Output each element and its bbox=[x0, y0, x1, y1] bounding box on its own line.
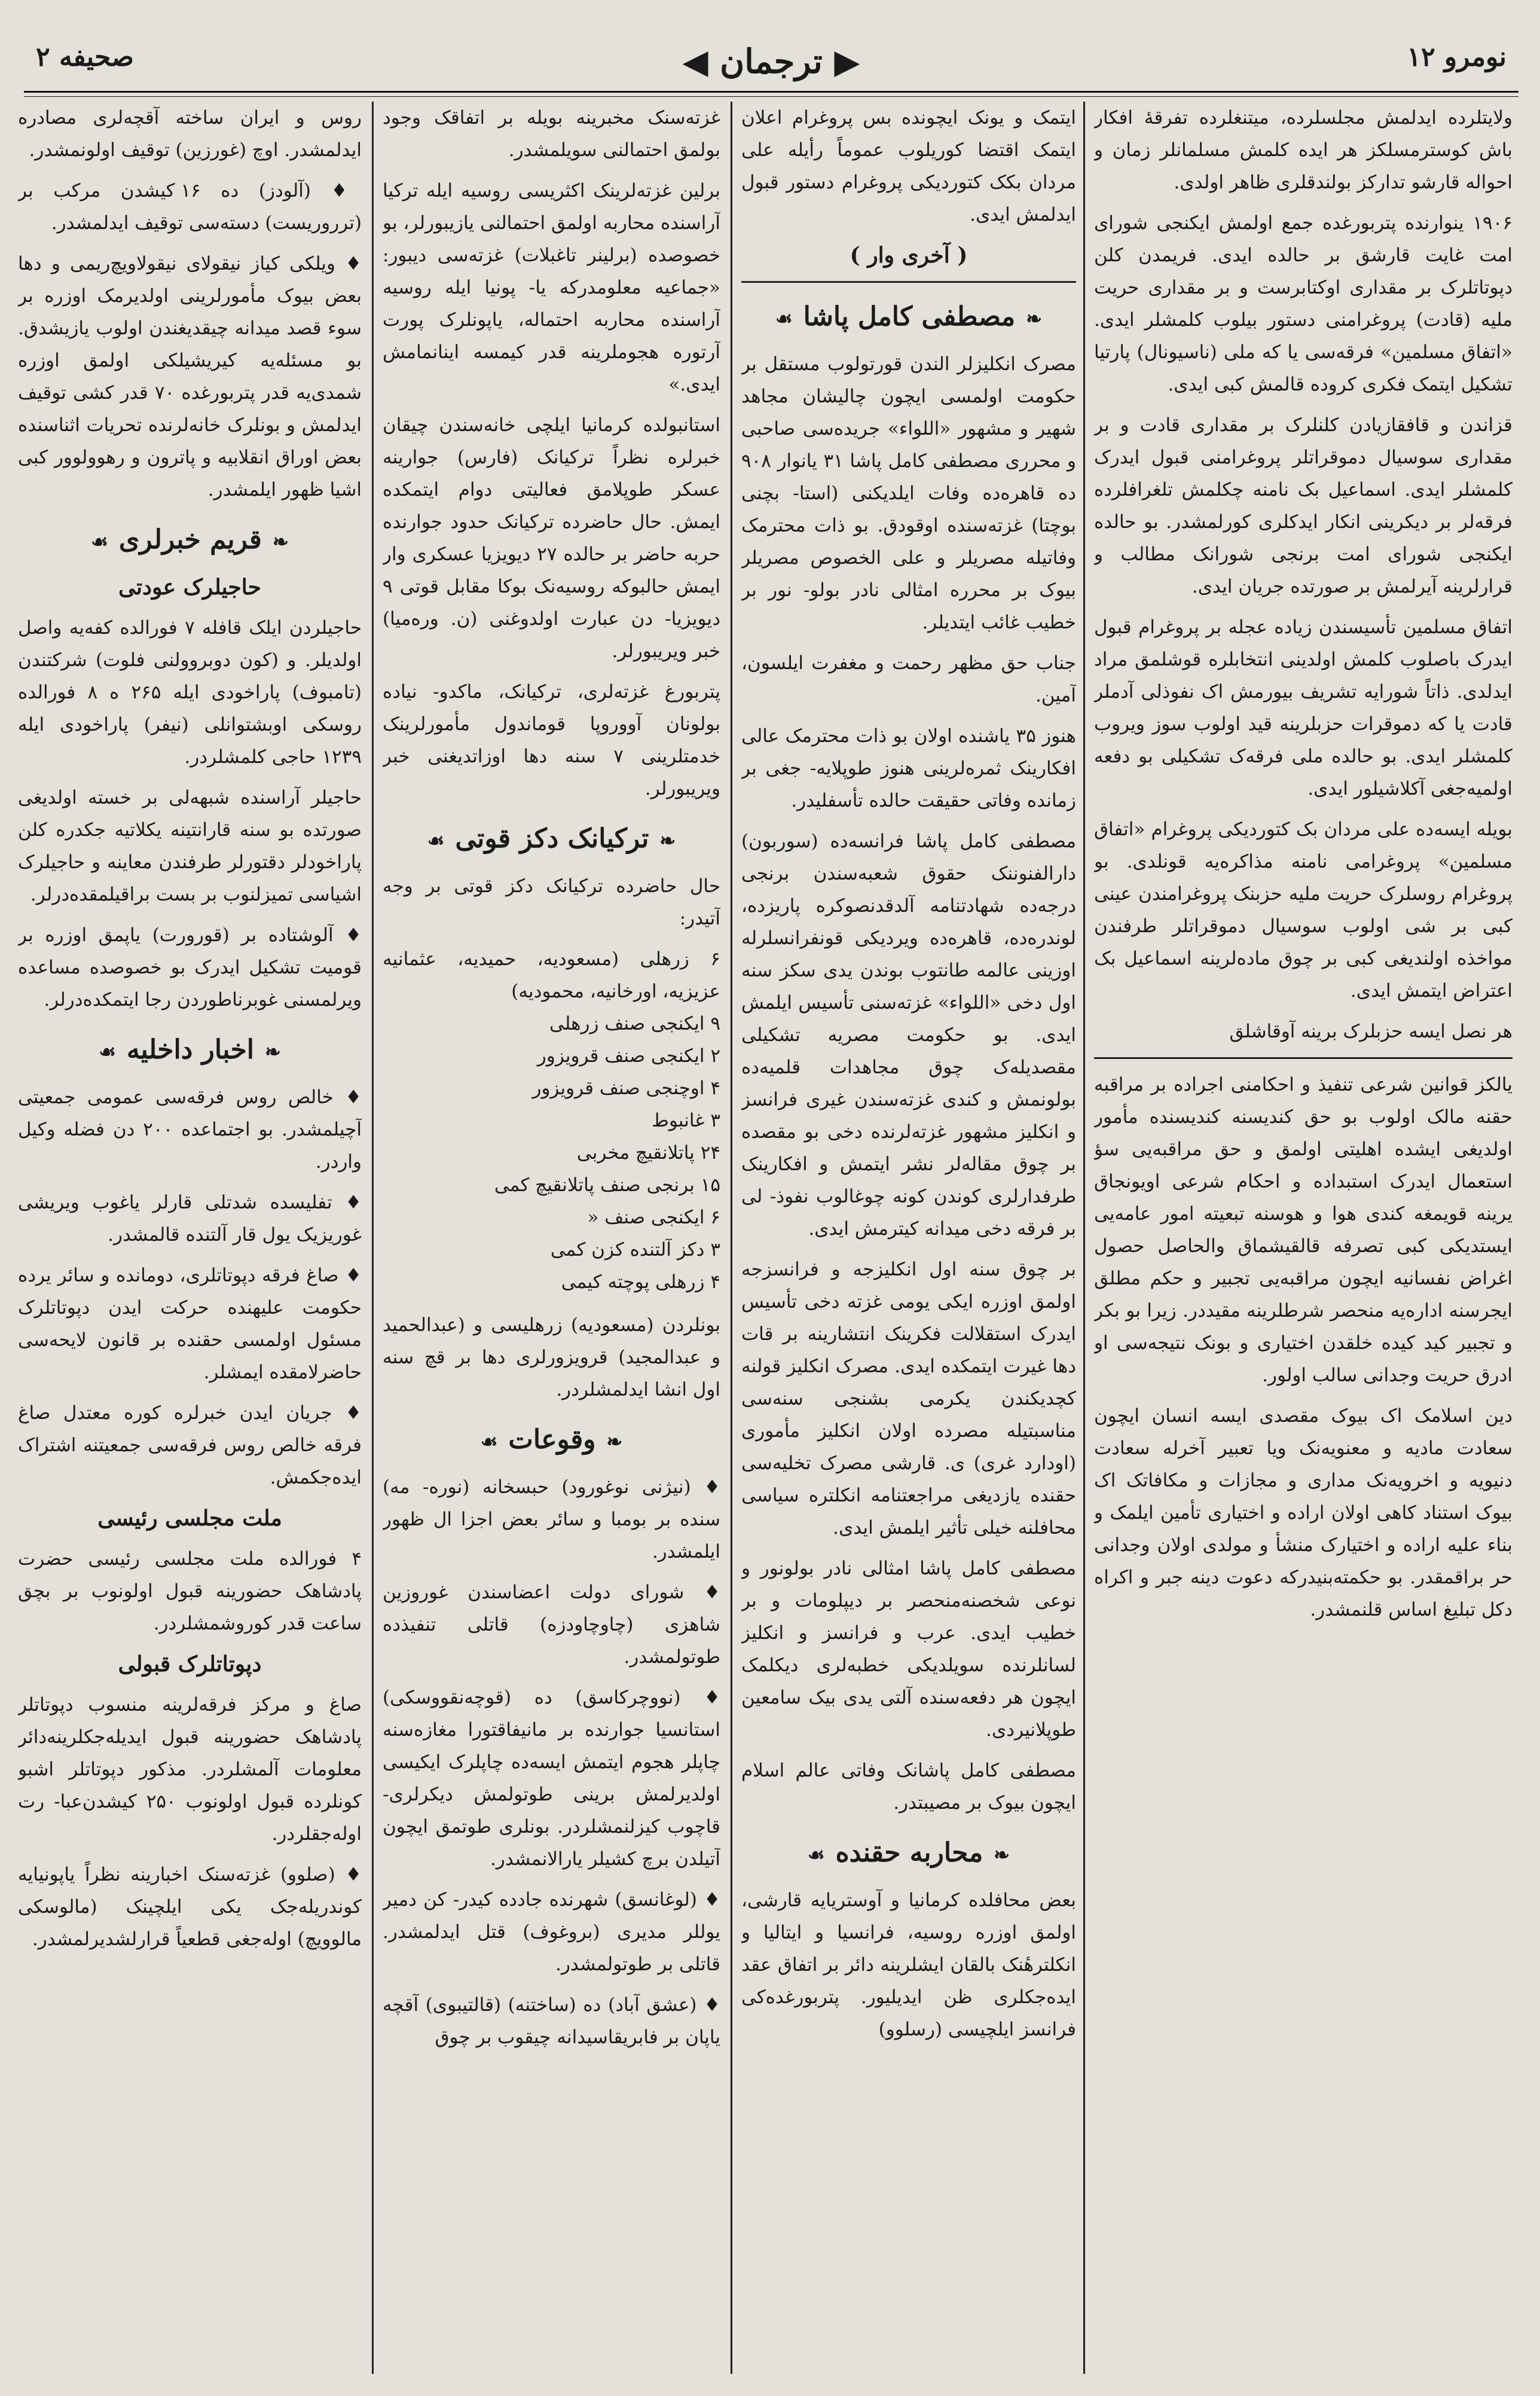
col2-paragraph-2: مصرک انکلیزلر الندن قورتولوب مستقل بر حکومت اولمسی ایچون چالیشان مجاهد شهیر و مشهور «اللواء» جریده‌سی صاحبی و محرری مصطفی کامل پاشا ۳۱ یانوار ۹۰۸ ده قاهره‌ده وفات ایلدیکنی (استا- بچنی بوچتا) غزته‌سنده اوقودق. بو ذات محترمک وفاتیله مصریلر و علی الخصوص مصریلر بیوک بر محرره امثالی نادر بولو- نور بر خطیب غائب ایتدیلر. bbox=[741, 353, 1076, 633]
to-be-continued: ( آخری وار ) bbox=[850, 243, 968, 268]
section-divider bbox=[1094, 1057, 1512, 1059]
subheading-duma-president: ملت مجلسی رئیسی bbox=[97, 1506, 282, 1531]
col3-paragraph-10: ♦ (لوغانسق) شهرنده جادده کیدر- کن دمیر یوللر مدیری (بروغوف) قتل ایدلمشدر. قاتلی بر طوتولمشدر. bbox=[383, 1889, 720, 1975]
heading-crimea-news: ❧قریم خبرلری☙ bbox=[91, 524, 289, 555]
ornament-icon: ☙ bbox=[480, 1430, 498, 1453]
col3-paragraph-2: برلین غزته‌لرینک اکثریسی روسیه ایله ترکیا آراسنده محاربه اولمق احتمالنی یازیبورلر، بو خصوصده (برلینر تاغبلات) غزته‌سی دیبور: «جماعیه معلومدرکه یا- پونیا ایله روسیه آراسنده محاربه احتماله، یاپونلرک پورت آرتوره هجوملرینه قدر کیمسه اینانمامش ایدی.» bbox=[383, 180, 720, 395]
col1-paragraph-7: یالکز قوانین شرعی تنفیذ و احکامنی اجراده بر مراقبه حقنه مالک اولوب بو حق کندیسنه کندیسنده مأمور اولدیغی ایشده اهلیتی اولمق و حق مراقبه‌یی سؤ استعمال ایدرک استبداده و احکام شرعی اویونجاق یرینه قویمغه کندی هوا و هوسنه تبعیته امور عامه‌یی ایستدیکی کبی تصرفه قالقیشماق والحاصل حصول اغراض نفسانیه ایچون مراقبه‌یی تجبیر و حکم مطلق ایجرسنه اداره‌یه منحصر شرطلرینه مقیددر. زیرا بو بکر و تجبیر کید کیده خلقدن اختیاری و بونک نتیجه‌سی او ادرق حریت وجدانی سالب اولور. bbox=[1094, 1074, 1512, 1386]
col3-paragraph-11: ♦ (عشق آباد) ده (ساختنه) (قالتیبوی) آقچه یاپان بر فابریقاسیدانه چیقوب بر چوق bbox=[383, 1994, 720, 2048]
col1-paragraph-6: هر نصل ایسه حزبلرک برینه آوقاشلق bbox=[1229, 1021, 1512, 1042]
ornament-icon: ❧ bbox=[1026, 307, 1043, 330]
col1-paragraph-1: ولایتلرده ایدلمش مجلسلرده، میتنغلرده تفرقهٔ افکار باش کوسترمسلکز هر ایده کلمش مسلمانلر زمان و احواله قارشو تدارکز بولندقلری ظاهر اولدی. bbox=[1094, 107, 1512, 193]
list-item: ۲۴ پاتلانقیچ مخربی bbox=[576, 1142, 720, 1164]
title-text: ترجمان bbox=[720, 42, 823, 81]
col4-paragraph-2: ♦ (آلودز) ده ۱۶ کیشدن مرکب بر (ترروریست) دسته‌سی توقیف ایدلمشدر. bbox=[18, 180, 362, 234]
list-item: ۹ ایکنجی صنف زرهلی bbox=[549, 1013, 720, 1034]
col4-paragraph-8: ♦ تفلیسده شدتلی قارلر یاغوب ویریشی غوریزیک یول قار آلتنده قالمشدر. bbox=[18, 1192, 362, 1246]
col4-paragraph-1: روس و ایران ساخته آقچه‌لری مصادره ایدلمشدر. اوچ (غورزین) توقیف اولونمشدر. bbox=[18, 107, 362, 161]
heading-war: ❧محاربه حقنده☙ bbox=[807, 1838, 1010, 1868]
issue-number: نومرو ۱۲ bbox=[1407, 42, 1507, 72]
col1-paragraph-8: دین اسلامک اک بیوک مقصدی ایسه انسان ایچون سعادت مادیه و معنویه‌نک ویا تعبیر آخرله سعادت دنیویه و اخرویه‌نک مداری و مجازات و مکافاتک اک بیوک استناد کاهی اولان اراده و اختیاری تأمین ایلمک و بناء علیه اراده و اختیارک منشأ و مولدی اولان وجدانی حر براقمقدر. بو حکمته‌بنیدرکه دعوت دینه جبر و اکراه دکل تبلیغ اساس قلنمشدر. bbox=[1094, 1405, 1512, 1620]
list-item: ۱۵ برنجی صنف پاتلانقیچ کمی bbox=[494, 1174, 720, 1196]
list-item: ۴ اوچنجی صنف قرویزور bbox=[532, 1078, 720, 1099]
section-divider bbox=[741, 281, 1076, 283]
col2-paragraph-5: مصطفی کامل پاشا فرانسه‌ده (سوربون) دارالفنوننک حقوق شعبه‌سندن برنجی درجه‌ده شهادتنامه آلدقدنصوکره پاریزده، لوندره‌ده، قاهره‌ده ویردیکی قونفرانسلرله اوزینی عالمه طانتوب بوندن یدی سکز سنه اول دخی «اللواء» غزته‌سنی تأسیس ایلمش ایدی. بو حکومت مصریه تشکیلی مقصدیله‌ک چوق مجاهدات قلمیه‌ده بولونمش و کندی غزته‌سندن غیری فرانسز و انکلیز مشهور غزته‌لرنده دخی بو مقصده بر چوق مقاله‌لر نشر ایتمش و افکارینک طرفدارلری کوندن کونه چوغالوب نفوذ- لی بر فرقه دخی میدانه کیترمش ایدی. bbox=[741, 831, 1076, 1240]
col1-paragraph-3: قزاندن و قافقازیادن کلنلرک بر مقداری قادت و بر مقداری سوسیال دموقراتلر پروغرامنی قبول ایدرک کلمشلر ایدی. اسماعیل بک نامنه چکلمش تلغرافلرده فرقه‌لر بر دیکرینی انکار ایدکلری کورلمشدر. بو حالده ایکنجی شورای امت برنجی شورانک مطالب و قرارلرینه آیرلمش بر صورتده جریان ایدی. bbox=[1094, 414, 1512, 597]
column-2 bbox=[741, 102, 1076, 2374]
page-number: صحیفه ۲ bbox=[36, 42, 134, 72]
col4-paragraph-13: ♦ (صلوو) غزته‌سنک اخبارینه نظراً یاپونیایه کوندریله‌جک یکی ایلچینک (مالوسکی مالوویچ) اوله‌جغی قطعیاً قرارلشدیرلمشدر. bbox=[18, 1864, 362, 1950]
list-item: ۳ دکز آلتنده کزن کمی bbox=[550, 1239, 720, 1260]
col4-paragraph-11: ۴ فورالده ملت مجلسی رئیسی حضرت پادشاهک حضورینه قبول اولونوب بر بچق ساعت قدر کوروشمشلردر. bbox=[18, 1548, 362, 1634]
list-item: ۲ ایکنجی صنف قرویزور bbox=[537, 1045, 720, 1067]
col4-paragraph-10: ♦ جریان ایدن خبرلره کوره معتدل صاغ فرقه خالص روس فرقه‌سی جمعیتنه اشتراک ایده‌جکمش. bbox=[18, 1402, 362, 1488]
col1-paragraph-2: ۱۹۰۶ ینوارنده پتربورغده جمع اولمش ایکنجی شورای امت غایت قارشق بر حالده ایدی. فریمدن کلن دپوتاتلرک بر مقداری اوکتابرست و بر مقداری حریت ملیه (قادت) پروغرامنی دستور بیلوب کلمشلر ایدی. «اتفاق مسلمین» فرقه‌سی یا که ملی (ناسیونال) پارتیا تشکیل ایتمک فکری کروده قالمش کبی ایدی. bbox=[1094, 212, 1512, 395]
ornament-icon: ☙ bbox=[427, 829, 445, 852]
col2-paragraph-7: مصطفی کامل پاشا امثالی نادر بولونور و نوعی شخصنه‌منحصر بر دیپلومات و بر خطیب ایدی. عرب و فرانسز و انکلیز لسانلرنده سویلدیکی خطبه‌لری دیکلمک ایچون هر دفعه‌سنده آلتی یدی بیک سامعین طوپلانیردی. bbox=[741, 1558, 1076, 1741]
col4-paragraph-4: حاجیلردن ایلک قافله ۷ فورالده کفه‌یه واصل اولدیلر. و (کون دوبروولنی فلوت) شرکتندن (تامبوف) پاراخودی ایله ۲۶۵ ه ۸ فورالده روسکی اوبشتوانلی (نیفر) پاراخودی ایله ۱۲۳۹ حاجی کلمشلردر. bbox=[18, 617, 362, 768]
col3-paragraph-5: حال حاضرده ترکیانک دکز قوتی بر وجه آتیدر: bbox=[383, 875, 720, 929]
col2-paragraph-3: جناب حق مظهر رحمت و مغفرت ایلسون، آمین. bbox=[741, 652, 1076, 706]
masthead-rule bbox=[24, 91, 1518, 97]
col2-paragraph-8: مصطفی کامل پاشانک وفاتی عالم اسلام ایچون بیوک بر مصیبتدر. bbox=[741, 1760, 1076, 1814]
column-4 bbox=[18, 102, 362, 2374]
col4-paragraph-3: ♦ ویلکی کیاز نیقولای نیقولاویچ‌ریمی و دها بعض بیوک مأمورلرینی اولدیرمک اوزره بر سوء قصد میدانه چیقدیغندن اولوب یازیشدق. بو مسئله‌یه کیریشیلکی اولمق اوزره شمدی‌یه قدر پتربورغده ۷۰ قدر کشی توقیف ایدلمش و بونلرک خانه‌لرنده تحریات اثناسنده بعض اوراق انقلابیه و پاترون و رهوولوور کبی اشیا ظهور ایلمشدر. bbox=[18, 253, 362, 500]
list-item: ۴ زرهلی پوچته کیمی bbox=[561, 1271, 720, 1293]
list-item: ۳ غانبوط bbox=[652, 1110, 720, 1131]
subheading-pilgrims: حاجیلرک عودتی bbox=[118, 575, 261, 600]
col2-paragraph-4: هنوز ۳۵ یاشنده اولان بو ذات محترمک عالی افکارینک ثمره‌لرینی هنوز طوپلایه- جغی بر زمانده وفاتی حقیقت حالده تأسفلیدر. bbox=[741, 725, 1076, 811]
col2-paragraph-1: ایتمک و یونک ایچونده بس پروغرام اعلان ایتمک اقتضا کوریلوب عموماً رأیله علی مردان بکک کتوردیکی پروغرام دستور قبول ایدلمش ایدی. bbox=[741, 107, 1076, 225]
col3-paragraph-6: بونلردن (مسعودیه) زرهلیسی و (عبدالحمید و عبدالمجید) قرویزورلری دها بر قچ سنه اول انشا ایدلمشلردر. bbox=[383, 1314, 720, 1400]
col1-paragraph-5: بویله ایسه‌ده علی مردان بک کتوردیکی پروغرام «اتفاق مسلمین» پروغرامی نامنه مذاکره‌یه قونلدی. بو پروغرام روسلرک حریت ملیه حزبنک پروغرامندن عینی کبی بر شی اولوب سوسیال دموقراتلر طرفندن مواخذه اولندیغی کبی بر چوق ماده‌لرینه اسماعیل بک اعتراض ایتمش ایدی. bbox=[1094, 819, 1512, 1002]
heading-events: ❧وقوعات☙ bbox=[480, 1424, 623, 1455]
ornament-icon: ☙ bbox=[99, 1040, 116, 1063]
fleet-list bbox=[383, 943, 720, 1298]
ornament-icon: ☙ bbox=[807, 1843, 825, 1866]
masthead bbox=[24, 36, 1518, 102]
column-rule-1 bbox=[1083, 102, 1085, 2374]
ornament-icon: ☙ bbox=[91, 530, 108, 553]
ornament-icon: ❧ bbox=[606, 1430, 623, 1453]
col3-paragraph-9: ♦ (نووچرکاسق) ده (قوچه‌نقووسکی) استانسیا جوارنده بر مانیفاقتورا مغازه‌سنه چاپلر هجوم ایتمش ایسه‌ده چاپلرک ایکیسی اولدیرلمش برینی طوتولمش دیکرلری- قاچوب کیزلنمشلردر. بونلری طوتمق ایچون آتیلدن برچ کشیلر یارالانمشدر. bbox=[383, 1687, 720, 1870]
col1-paragraph-4: اتفاق مسلمین تأسیسندن زیاده عجله بر پروغرام قبول ایدرک باصلوب کلمش اولدینی انتخابلره قوشلمق مراد ایدلدی. ذاتاً شورایه تشریف بیورمش اک نفوذلی آدملر قادت یا که دموقرات حزبلرینه قید اولوب سوز ویروب کلمشلر ایدی. بو حالده ملی فرقه‌ک تشکیلی بو دفعه اولمیه‌جغی آکلاشیلور ایدی. bbox=[1094, 616, 1512, 799]
col2-paragraph-9: بعض محافلده کرمانیا و آوستریایه قارشی، اولمق اوزره روسیه، فرانسیا و ایتالیا و انکلترهٔنک بالقان ایشلرینه دائر بر اتفاق عقد ایده‌جکلری ظن ایدیلیور. پتربورغده‌کی فرانسز ایلچیسی (رسلوو) bbox=[741, 1890, 1076, 2040]
ornament-icon: ❧ bbox=[994, 1843, 1010, 1866]
ornament-icon: ☙ bbox=[775, 307, 793, 330]
heading-naval-power: ❧ترکیانک دکز قوتی☙ bbox=[427, 823, 676, 854]
column-rule-2 bbox=[731, 102, 732, 2374]
col4-paragraph-5: حاجیلر آراسنده شبهه‌لی بر خسته اولدیغی صورتده بو سنه قارانتینه یکلاتیه جکدره کلن پاراخودلر دقتورلر طرفندن معاینه و حاجیلرک اشیاسی تمیزلنوب بر بست براقیلمقده‌درلر. bbox=[18, 787, 362, 905]
col3-paragraph-8: ♦ شورای دولت اعضاسندن غوروزین شاهزی (چاوچاودزه) قاتلی تنفیذده طوتولمشدر. bbox=[383, 1582, 720, 1668]
col3-paragraph-4: پتربورغ غزته‌لری، ترکیانک، ماکدو- نیاده بولونان آووروپا قوماندول مأمورلرینک خدمتلرینی ۷ سنه دها اوزاتدیغنی خبر ویریبورلر. bbox=[383, 681, 720, 799]
subheading-deputies: دپوتاتلرک قبولی bbox=[118, 1652, 262, 1677]
column-1 bbox=[1094, 102, 1512, 2374]
col4-paragraph-6: ♦ آلوشتاده بر (قورورت) یاپمق اوزره بر قومیت تشکیل ایدرک بو خصوصده مساعده ویرلمسنی غوبرناطوردن رجا ایتمکده‌درلر. bbox=[18, 924, 362, 1011]
list-item: ۶ ایکنجی صنف « bbox=[587, 1207, 720, 1228]
col2-paragraph-6: بر چوق سنه اول انکلیزجه و فرانسزجه اولمق اوزره ایکی یومی غزته دخی تأسیس ایدرک استقلالت فکرینک انتشارینه بر قات دها غیرت ایتمکده ایدی. مصرک انکلیز قولنه کچدیکندن یکرمی بشنجی سنه‌سی مناسبتیله مصرده اولان انکلیز مأموری (اودارد غری) ی. قارشی مصرک تخلیه‌سی حقنده یازدیغی مراجعتنامه انکلتره سیاسی محافلنه خیلی تأثیر ایلمش ایدی. bbox=[741, 1259, 1076, 1539]
list-item: ۶ زرهلی (مسعودیه، حمیدیه، عثمانیه عزیزیه، اورخانیه، محمودیه) bbox=[383, 948, 720, 1002]
ornament-icon: ❧ bbox=[272, 530, 289, 553]
heading-mustafa-kamil: ❧مصطفی کامل پاشا☙ bbox=[775, 301, 1043, 332]
col3-paragraph-1: غزته‌سنک مخبرینه بویله بر اتفاقک وجود بولمق احتمالنی سویلمشدر. bbox=[383, 107, 720, 161]
newspaper-title bbox=[683, 42, 860, 81]
ornament-right-icon: ▶ bbox=[834, 42, 860, 81]
ornament-left-icon: ◀ bbox=[682, 42, 708, 81]
heading-domestic-news: ❧اخبار داخلیه☙ bbox=[99, 1034, 281, 1065]
ornament-icon: ❧ bbox=[659, 829, 676, 852]
col4-paragraph-9: ♦ صاغ فرقه دپوتاتلری، دومانده و سائر یرده حکومت علیهنده حرکت ایدن دپوتاتلرک مسئول اولمسی حقنده بر قانون لایحه‌سی حاضرلامقده ایمشلر. bbox=[18, 1265, 362, 1383]
col3-paragraph-7: ♦ (نیژنی نوغورود) حبسخانه (نوره- مه) سنده بر بومبا و سائر بعض اجزا ال ظهور ایلمشدر. bbox=[383, 1476, 720, 1562]
column-rule-3 bbox=[372, 102, 374, 2374]
col4-paragraph-12: صاغ و مرکز فرقه‌لرینه منسوب دپوتاتلر پادشاهک حضورینه قبول ایدیله‌جکلرینه‌دائر معلومات آلمشلردر. مذکور دپوتاتلر اشبو کونلرده قبول اولونوب ۲۵۰ کیشدن‌عبا- رت اوله‌جقلردر. bbox=[18, 1694, 362, 1845]
col3-paragraph-3: استانبولده کرمانیا ایلچی خانه‌سندن چیقان خبرلره نظراً ترکیانک (فارس) جوارینه عسکر طوپلامق فعالیتی دوام ایتمکده ایمش. حال حاضرده ترکیانک حدود جوارنده حربه حاضر بر حالده ۲۷ دیویزیا عسکری وار ایمش حالبوکه روسیه‌نک بوکا مقابل قوتی ۹ دیویزیا- دن عبارت اولدوغنی (ن. وره‌میا) خبر ویریبورلر. bbox=[383, 414, 720, 662]
col4-paragraph-7: ♦ خالص روس فرقه‌سی عمومی جمعیتی آچیلمشدر. بو اجتماعده ۲۰۰ دن فضله وکیل واردر. bbox=[18, 1086, 362, 1173]
column-3 bbox=[383, 102, 720, 2374]
ornament-icon: ❧ bbox=[265, 1040, 281, 1063]
